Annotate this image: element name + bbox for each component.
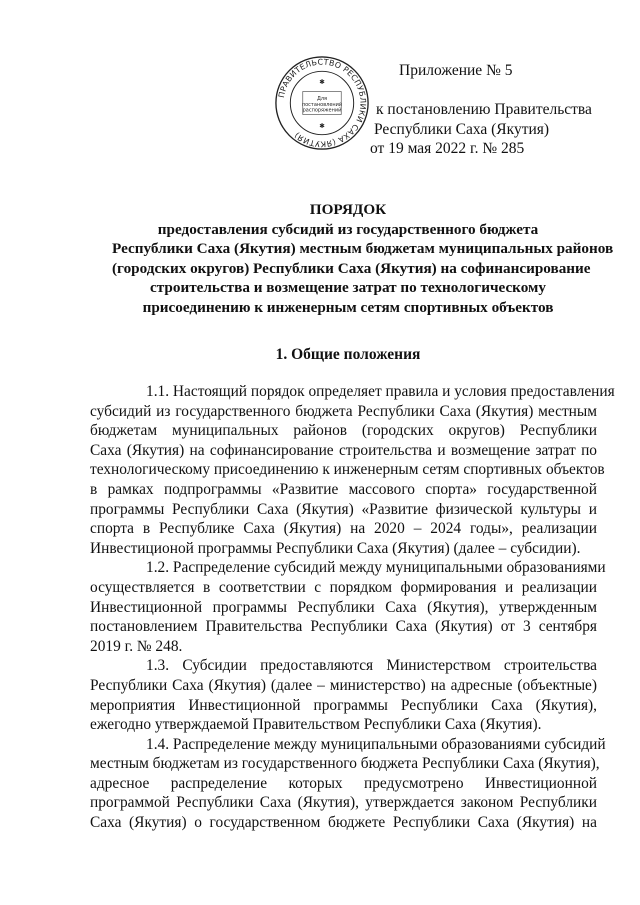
text-line: ежегодно утверждаемой Правительством Республики Саха (Якутия). — [90, 716, 542, 734]
text-line: 1.3. Субсидии предоставляются Министерством строительства — [146, 657, 597, 675]
svg-text:Для: Для — [316, 96, 328, 103]
svg-text:постановлений: постановлений — [301, 101, 343, 108]
text-line: Республики Саха (Якутия) (далее – министерство) на адресные (объектные) — [90, 676, 597, 694]
svg-text:ПРАВИТЕЛЬСТВО РЕСПУБЛИКИ САХА: ПРАВИТЕЛЬСТВО РЕСПУБЛИКИ САХА (ЯКУТИЯ) — [276, 57, 368, 149]
text-line: в рамках подпрограммы «Развитие массового спорта» государственной — [90, 480, 597, 498]
text-line: программой Республики Саха (Якутия), утверждается законом Республики — [90, 794, 597, 812]
text-line: Инвестиционной программы Республики Саха (Якутия), утвержденным — [90, 598, 597, 616]
appendix-line-date: от 19 мая 2022 г. № 285 — [370, 140, 525, 157]
paragraph-1-1 — [90, 382, 615, 558]
paragraph-1-2 — [90, 558, 606, 656]
official-seal-stamp — [274, 55, 370, 151]
appendix-line-republic: Республики Саха (Якутия) — [374, 121, 550, 138]
title-line: предоставления субсидий из государственного бюджета — [157, 220, 539, 238]
svg-text:✱: ✱ — [319, 121, 325, 130]
svg-text:распоряжений: распоряжений — [302, 107, 342, 114]
text-line: спорта в Республике Саха (Якутия) на 2020 – 2024 годы», реализации — [90, 520, 597, 538]
text-line: 1.2. Распределение субсидий между муниципальными образованиями — [146, 559, 606, 577]
title-line: строительства и возмещение затрат по технологическому — [150, 279, 546, 296]
document-body — [90, 382, 615, 833]
text-line: постановлением Правительства Республики Саха (Якутия) от 3 сентября — [90, 618, 597, 636]
text-line: осуществляется в соответствии с порядком формирования и реализации — [90, 578, 597, 596]
title-line: (городских округов) Республики Саха (Якутия) на софинансирование — [112, 259, 591, 277]
text-line: Саха (Якутия) на софинансирование строительства и возмещение затрат по — [90, 441, 597, 459]
title-heading: ПОРЯДОК — [309, 201, 387, 218]
paragraph-1-4 — [90, 735, 606, 833]
paragraph-1-3 — [90, 656, 597, 734]
text-line: местным бюджетам из государственного бюджета Республики Саха (Якутия), — [90, 755, 600, 773]
text-line: 2019 г. № 248. — [90, 637, 183, 655]
text-line: адресное распределение которых предусмотрено Инвестиционной — [90, 774, 597, 792]
text-line: субсидий из государственного бюджета Республики Саха (Якутия) местным — [90, 402, 597, 420]
text-line: бюджетам муниципальных районов (городских округов) Республики — [90, 422, 597, 440]
svg-text:✱: ✱ — [319, 77, 325, 86]
section-heading: 1. Общие положения — [275, 346, 421, 363]
title-line: Республики Саха (Якутия) местным бюджетам муниципальных районов — [112, 240, 614, 257]
text-line: мероприятия Инвестиционной программы Республики Саха (Якутия), — [90, 696, 597, 714]
text-line: программы Республики Саха (Якутия) «Развитие физической культуры и — [90, 500, 597, 518]
text-line: технологическому присоединению к инженерным сетям спортивных объектов — [90, 461, 605, 479]
title-line: присоединению к инженерным сетям спортивных объектов — [142, 298, 554, 316]
text-line: Инвестиционой программы Республики Саха (Якутия) (далее – субсидии). — [90, 539, 581, 557]
text-line: 1.4. Распределение между муниципальными образованиями субсидий — [146, 735, 606, 753]
appendix-title: Приложение № 5 — [399, 62, 513, 79]
appendix-line-decree: к постановлению Правительства — [376, 101, 592, 118]
text-line: Саха (Якутия) о государственном бюджете Республики Саха (Якутия) на — [90, 814, 597, 832]
text-line: 1.1. Настоящий порядок определяет правила и условия предоставления — [146, 383, 615, 400]
document-title — [112, 200, 614, 317]
